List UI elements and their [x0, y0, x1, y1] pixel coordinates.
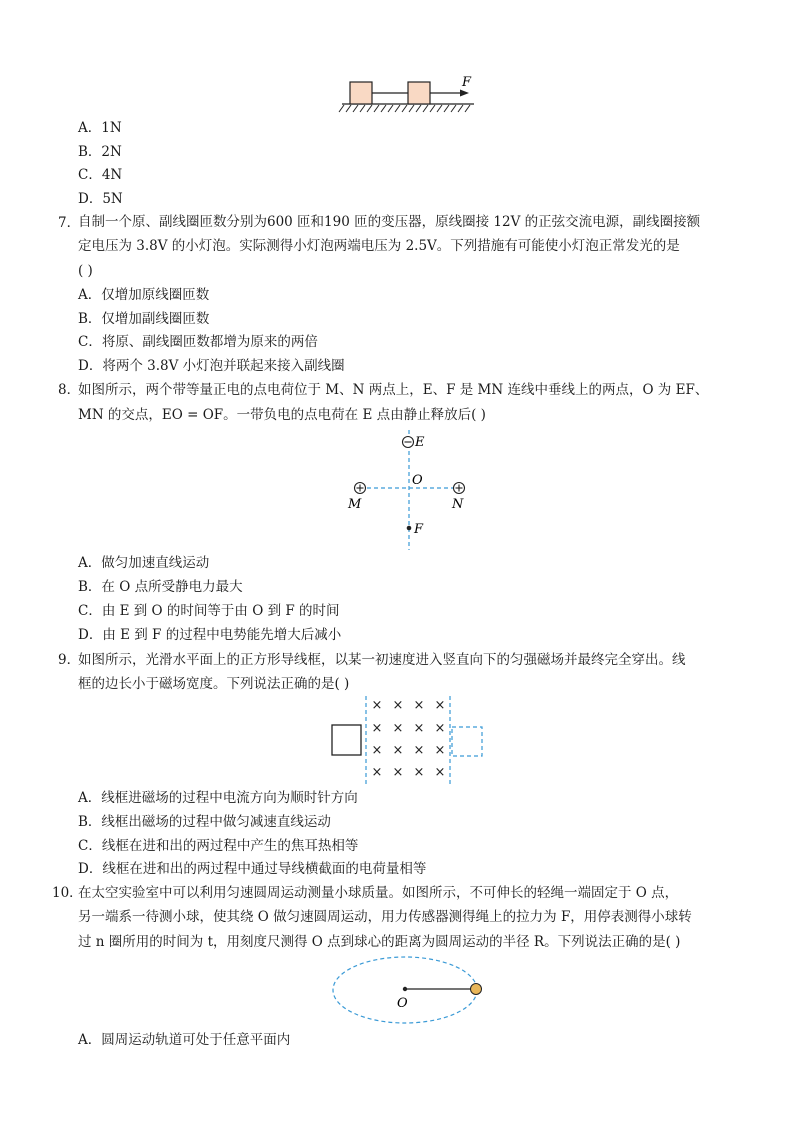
svg-text:×: ×: [413, 743, 425, 758]
small-ball: [471, 984, 482, 995]
q9-number: 9．: [58, 652, 81, 668]
magnetic-field-crosses: [372, 698, 446, 780]
label-o: O: [397, 996, 408, 1011]
q9-option-b: B．线框出磁场的过程中做匀减速直线运动: [78, 814, 331, 830]
q7-number: 7．: [58, 215, 81, 231]
positive-charge-m: [355, 483, 366, 494]
point-f: [407, 526, 412, 531]
square-wire-frame: [332, 725, 361, 755]
q7-stem-line-3: ( ): [78, 263, 93, 279]
square-frame-exit-position: [452, 727, 482, 756]
q7-option-d: D．将两个 3.8V 小灯泡并联起来接入副线圈: [78, 358, 345, 374]
q10-option-a: A．圆周运动轨道可处于任意平面内: [78, 1032, 291, 1048]
q6-blocks-figure: [338, 72, 478, 116]
q10-stem-line-1: 在太空实验室中可以利用匀速圆周运动测量小球质量。如图所示，不可伸长的轻绳一端固定于 O 点，: [78, 885, 679, 901]
q8-option-c: C．由 E 到 O 的时间等于由 O 到 F 的时间: [78, 603, 340, 619]
svg-text:×: ×: [371, 698, 383, 713]
q7-option-c: C．将原、副线圈匝数都增为原来的两倍: [78, 334, 318, 350]
q8-option-a: A．做匀加速直线运动: [78, 555, 210, 571]
q10-stem-line-3: 过 n 圈所用的时间为 t，用刻度尺测得 O 点到球心的距离为圆周运动的半径 R。下列说法正确的是( ): [78, 934, 681, 950]
q9-magnetic-field-figure: [328, 694, 488, 786]
svg-text:×: ×: [371, 721, 383, 736]
q6-option-a: A．1N: [78, 120, 122, 136]
q7-stem-line-1: 自制一个原、副线圈匝数分别为600 匝和190 匝的变压器，原线圈接 12V 的正弦交流电源，副线圈接额: [78, 214, 701, 230]
label-o: O: [412, 473, 423, 488]
label-m: M: [348, 497, 362, 512]
svg-text:×: ×: [413, 721, 425, 736]
q6-option-d: D．5N: [78, 191, 123, 207]
q8-charges-figure: [338, 428, 478, 552]
label-f: F: [414, 522, 424, 537]
svg-text:×: ×: [392, 721, 404, 736]
q9-option-a: A．线框进磁场的过程中电流方向为顺时针方向: [78, 790, 358, 806]
block-left: [350, 82, 372, 104]
q7-option-b: B．仅增加副线圈匝数: [78, 311, 210, 327]
q8-option-d: D．由 E 到 F 的过程中电势能先增大后减小: [78, 627, 342, 643]
q10-circular-motion-figure: [330, 954, 485, 1026]
q9-option-c: C．线框在进和出的两过程中产生的焦耳热相等: [78, 838, 359, 854]
force-label: F: [462, 75, 472, 90]
svg-text:×: ×: [392, 743, 404, 758]
block-right: [408, 82, 430, 104]
q8-number: 8．: [58, 382, 81, 398]
q10-stem-line-2: 另一端系一待测小球，使其绕 O 做匀速圆周运动，用力传感器测得绳上的拉力为 F，用停表测得小球转: [78, 909, 692, 925]
svg-text:×: ×: [413, 765, 425, 780]
q7-stem-line-2: 定电压为 3.8V 的小灯泡。实际测得小灯泡两端电压为 2.5V。下列措施有可能使小灯泡正常发光的是: [78, 238, 680, 254]
q8-stem-line-1: 如图所示，两个带等量正电的点电荷位于 M、N 两点上，E、F 是 MN 连线中垂线上的两点，O 为 EF、: [78, 382, 709, 398]
q6-option-c: C．4N: [78, 167, 123, 183]
q9-stem-line-2: 框的边长小于磁场宽度。下列说法正确的是( ): [78, 676, 350, 692]
q7-option-a: A．仅增加原线圈匝数: [78, 287, 210, 303]
q9-stem-line-1: 如图所示，光滑水平面上的正方形导线框，以某一初速度进入竖直向下的匀强磁场并最终完全穿出。线: [78, 652, 686, 668]
q8-stem-line-2: MN 的交点，EO = OF。一带负电的点电荷在 E 点由静止释放后( ): [78, 407, 486, 423]
svg-text:×: ×: [371, 765, 383, 780]
label-e: E: [415, 435, 425, 450]
svg-text:×: ×: [371, 743, 383, 758]
svg-text:×: ×: [392, 765, 404, 780]
q10-number: 10．: [52, 885, 83, 901]
positive-charge-n: [454, 483, 465, 494]
svg-text:×: ×: [434, 743, 446, 758]
negative-charge-e: [403, 437, 414, 448]
svg-text:×: ×: [392, 698, 404, 713]
label-n: N: [452, 497, 464, 512]
q8-option-b: B．在 O 点所受静电力最大: [78, 579, 243, 595]
svg-text:×: ×: [413, 698, 425, 713]
svg-text:×: ×: [434, 721, 446, 736]
q6-option-b: B．2N: [78, 144, 122, 160]
q9-option-d: D．线框在进和出的两过程中通过导线横截面的电荷量相等: [78, 861, 427, 877]
svg-text:×: ×: [434, 765, 446, 780]
svg-text:×: ×: [434, 698, 446, 713]
center-point-o: [403, 987, 407, 991]
